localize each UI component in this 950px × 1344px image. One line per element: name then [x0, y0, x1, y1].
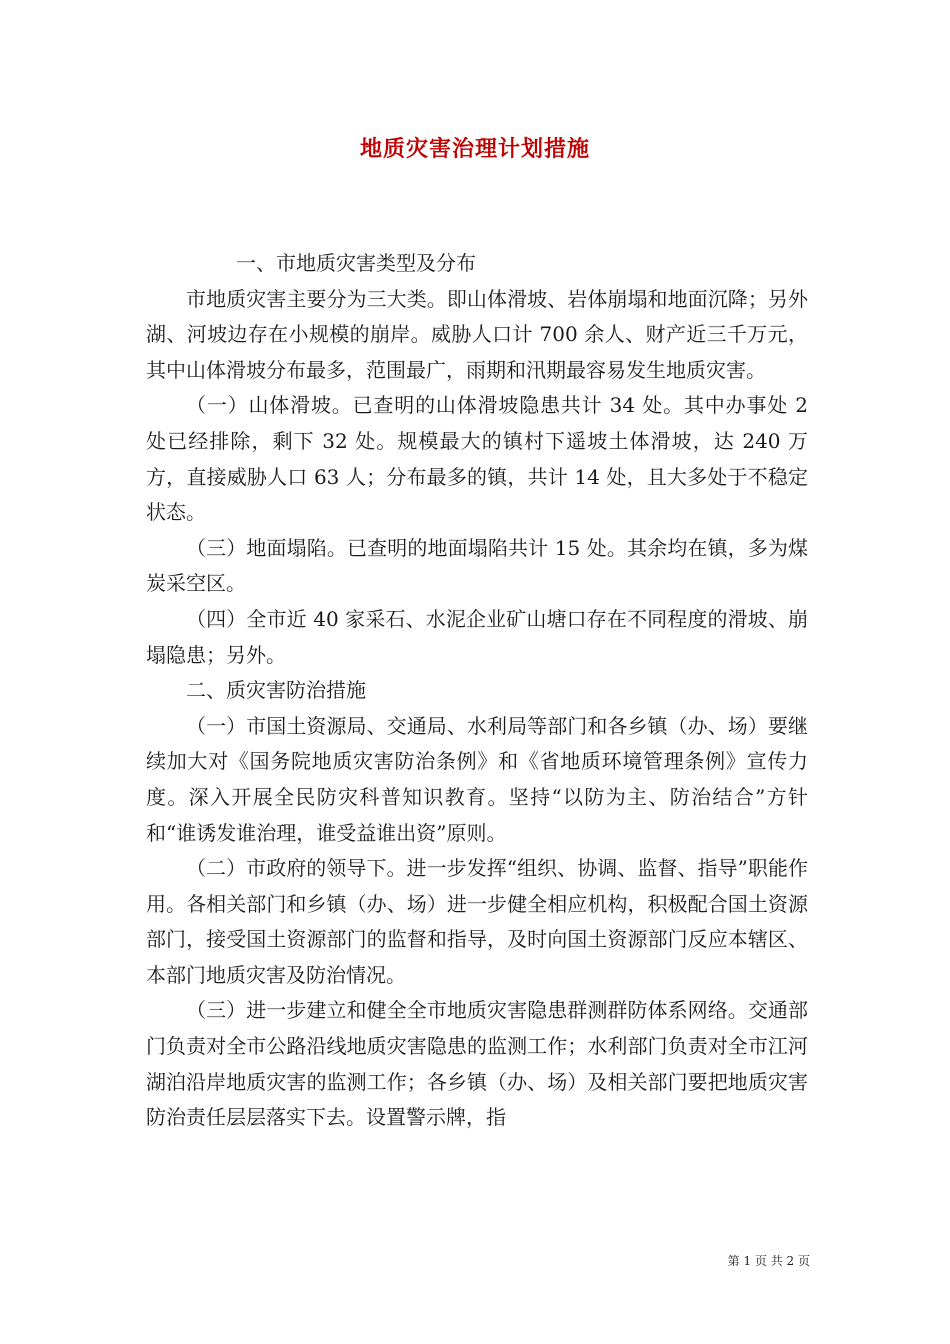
paragraph: （三）地面塌陷。已查明的地面塌陷共计 15 处。其余均在镇，多为煤炭采空区。	[146, 535, 808, 596]
document-body	[146, 246, 808, 1136]
paragraph: （一）山体滑坡。已查明的山体滑坡隐患共计 34 处。其中办事处 2 处已经排除，剩下 32 处。规模最大的镇村下遥坡土体滑坡，达 240 万方，直接威胁人口 63 人；分布最多的镇，共计 14 处，且大多处于不稳定状态。	[146, 393, 808, 525]
paragraph: （三）进一步建立和健全全市地质灾害隐患群测群防体系网络。交通部门负责对全市公路沿线地质灾害隐患的监测工作；水利部门负责对全市江河湖泊沿岸地质灾害的监测工作；各乡镇（办、场）及相关部门要把地质灾害防治责任层层落实下去。设置警示牌，指	[146, 998, 808, 1130]
paragraph: （一）市国土资源局、交通局、水利局等部门和各乡镇（办、场）要继续加大对《国务院地质灾害防治条例》和《省地质环境管理条例》宣传力度。深入开展全民防灾科普知识教育。坚持“以防为主、防治结合”方针和“谁诱发谁治理，谁受益谁出资”原则。	[146, 713, 808, 845]
section-heading-1: 一、市地质灾害类型及分布	[236, 251, 476, 275]
paragraph: 市地质灾害主要分为三大类。即山体滑坡、岩体崩塌和地面沉降；另外湖、河坡边存在小规模的崩岸。威胁人口计 700 余人、财产近三千万元，其中山体滑坡分布最多，范围最广，雨期和汛期最容易发生地质灾害。	[146, 286, 808, 382]
section-heading-2: 二、质灾害防治措施	[186, 678, 366, 703]
paragraph: （二）市政府的领导下。进一步发挥“组织、协调、监督、指导”职能作用。各相关部门和乡镇（办、场）进一步健全相应机构，积极配合国土资源部门，接受国土资源部门的监督和指导，及时向国土资源部门反应本辖区、本部门地质灾害及防治情况。	[146, 856, 808, 987]
document-title: 地质灾害治理计划措施	[359, 136, 590, 162]
paragraph: （四）全市近 40 家采石、水泥企业矿山塘口存在不同程度的滑坡、崩塌隐患；另外。	[146, 606, 808, 667]
page-number: 第 1 页 共 2 页	[727, 1254, 810, 1268]
